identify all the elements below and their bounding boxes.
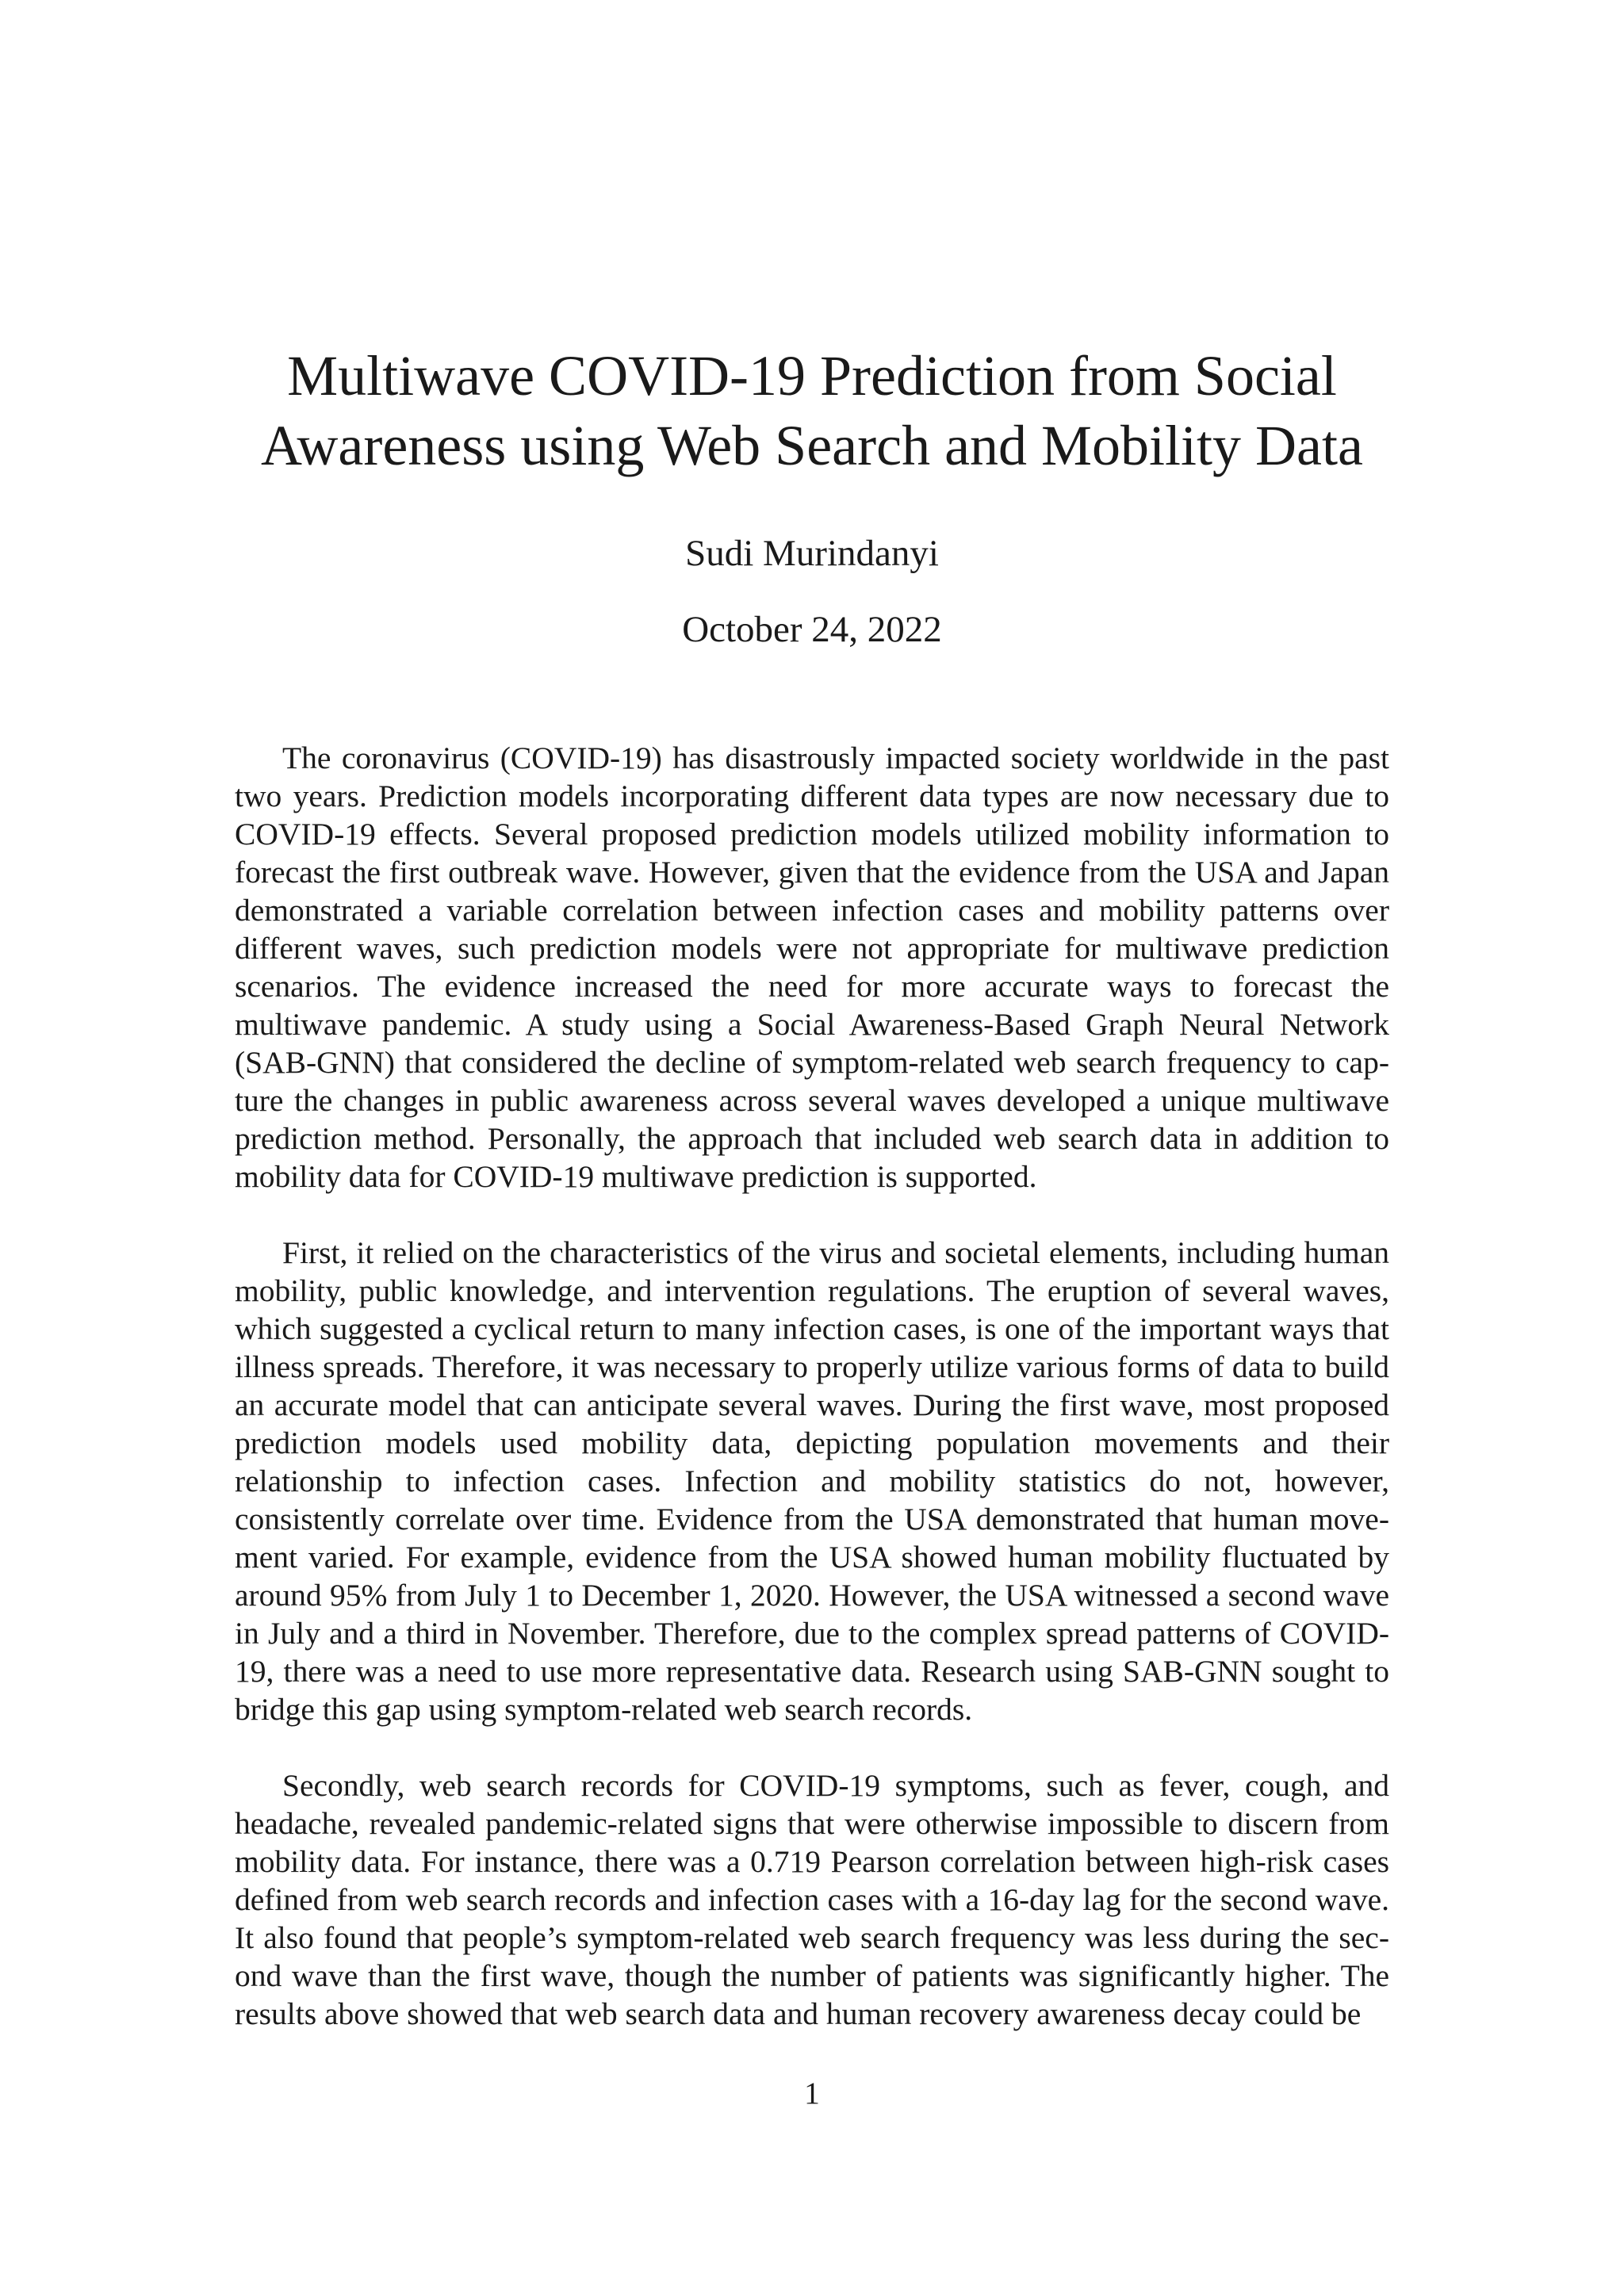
title-line-2: Awareness using Web Search and Mobility Data [261,414,1363,477]
author-name: Sudi Murindanyi [685,533,939,574]
page-number: 1 [804,2076,820,2110]
body-text [235,739,1389,2071]
paragraph-1: The coronavirus (COVID-19) has disastrously impacted society worldwide in the past two years. Prediction models incorporating different data types are now necessary due to COVID-19 effects. Several proposed prediction models utilized mobility information to forecast the first outbreak wave. However, given that the evidence from the USA and Japan demonstrated a variable correlation between infection cases and mobility patterns over different waves, such prediction models were not appropriate for multiwave prediction scenarios. The evidence increased the need for more accurate ways to forecast the multiwave pandemic. A study using a Social Awareness-Based Graph Neural Network (SAB-GNN) that considered the decline of symptom-related web search frequency to capture the changes in public awareness across several waves developed a unique multiwave prediction method. Personally, the approach that included web search data in addition to mobility data for COVID-19 multiwave prediction is supported. [235,740,1389,1194]
publication-date: October 24, 2022 [682,609,942,650]
paper-title [159,341,1465,480]
title-line-1: Multiwave COVID-19 Prediction from Social [287,344,1337,408]
paragraph-2: First, it relied on the characteristics of the virus and societal elements, including human mobility, public knowledge, and intervention regulations. The eruption of several waves, which suggested a cyclical return to many infection cases, is one of the important ways that illness spreads. Therefore, it was necessary to properly utilize various forms of data to build an accurate model that can anticipate several waves. During the first wave, most proposed prediction models used mobility data, depicting population movements and their relationship to infection cases. Infection and mobility statistics do not, however, consistently correlate over time. Evidence from the USA demonstrated that human movement varied. For example, evidence from the USA showed human mobility fluctuated by around 95% from July 1 to December 1, 2020. However, the USA witnessed a second wave in July and a third in November. Therefore, due to the complex spread patterns of COVID-19, there was a need to use more representative data. Research using SAB-GNN sought to bridge this gap using symptom-related web search records. [235,1235,1389,1727]
paragraph-3: Secondly, web search records for COVID-19 symptoms, such as fever, cough, and headache, revealed pandemic-related signs that were otherwise impossible to discern from mobility data. For instance, there was a 0.719 Pearson correlation between high-risk cases defined from web search records and infection cases with a 16-day lag for the second wave. It also found that people’s symptom-related web search frequency was less during the second wave than the first wave, though the number of patients was significantly higher. The results above showed that web search data and human recovery awareness decay could be [235,1768,1389,2031]
